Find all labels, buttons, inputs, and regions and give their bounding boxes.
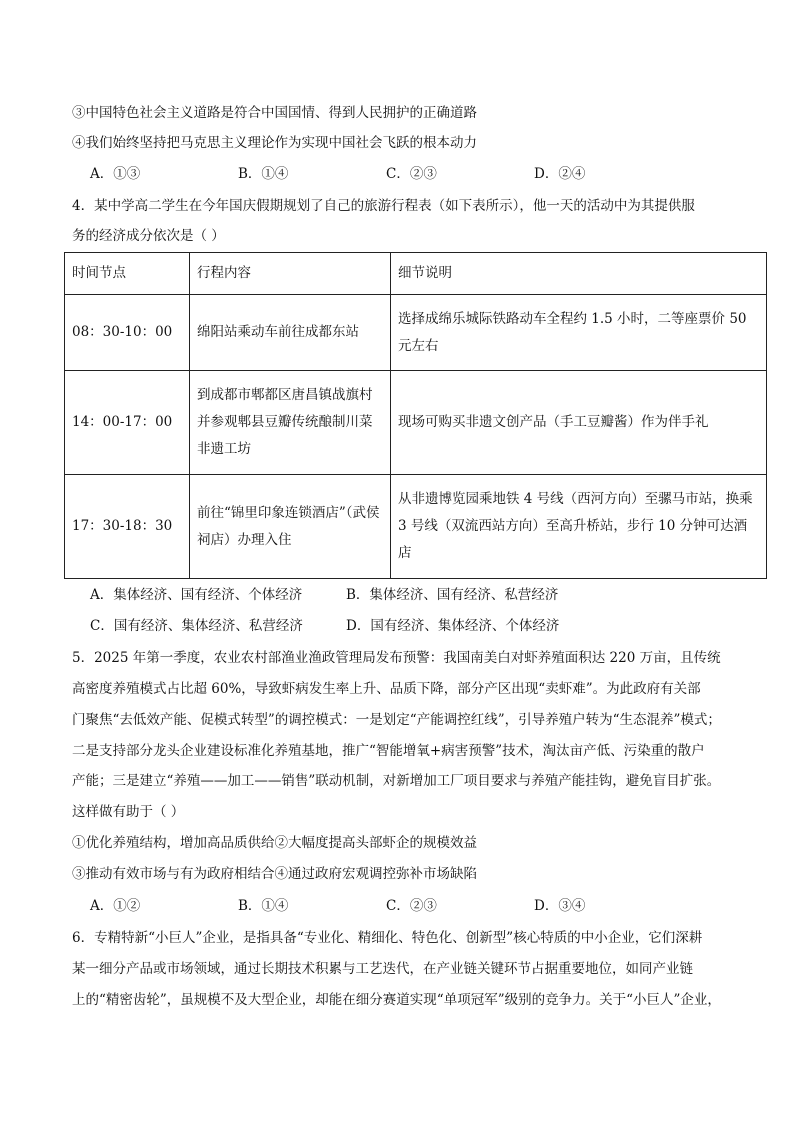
row-1-activity: 绵阳站乘动车前往成都东站 [190,295,391,371]
q3-statement-3: ③中国特色社会主义道路是符合中国国情、得到人民拥护的正确道路 [72,105,477,121]
q6-line-3: 上的“精密齿轮”，虽规模不及大型企业，却能在细分赛道实现“单项冠军”级别的竞争力。关于“小巨人”企业， [72,992,721,1008]
q5-statements-3-4: ③推动有效市场与有为政府相结合④通过政府宏观调控弥补市场缺陷 [72,866,477,882]
row-1-time: 08：30-10：00 [65,295,190,371]
header-details: 细节说明 [391,253,767,295]
q5-line-2: 高密度养殖模式占比超 60%，导致虾病发生率上升、品质下降，部分产区出现“卖虾难”。为此政府有关部 [72,681,701,697]
q3-option-a: A．①③ [90,166,141,182]
q5-line-1: 5．2025 年第一季度，农业农村部渔业渔政管理局发布预警：我国南美白对虾养殖面积达 220 万亩，且传统 [72,650,721,666]
q5-line-5: 产能；三是建立“养殖——加工——销售”联动机制，对新增加工厂项目要求与养殖产能挂钩，避免盲目扩张。 [72,773,721,789]
q4-options-row-1 [90,585,558,605]
q3-statement-4: ④我们始终坚持把马克思主义理论作为实现中国社会飞跃的根本动力 [72,135,477,151]
q5-option-b: B．①④ [238,898,289,914]
table-header-row [65,253,767,295]
q4-option-d: D．国有经济、集体经济、个体经济 [346,618,560,634]
q4-option-c: C．国有经济、集体经济、私营经济 [90,618,303,634]
row-3-time: 17：30-18：30 [65,475,190,579]
q3-option-c: C．②③ [386,166,437,182]
q5-option-c: C．②③ [386,898,437,914]
q5-line-6: 这样做有助于（ ） [72,804,185,820]
q5-option-a: A．①② [90,898,141,914]
q5-line-4: 二是支持部分龙头企业建设标准化养殖基地，推广“智能增氧+病害预警”技术，淘汰亩产低、污染重的散户 [72,743,705,759]
row-3-details: 从非遗博览园乘地铁 4 号线（西河方向）至骡马市站，换乘 3 号线（双流西站方向）至高升桥站，步行 10 分钟可达酒店 [391,475,767,579]
q4-stem-line-2: 务的经济成分依次是（ ） [72,228,225,244]
q6-line-1: 6．专精特新“小巨人”企业，是指具备“专业化、精细化、特色化、创新型”核心特质的中小企业，它们深耕 [72,930,703,946]
table-row [65,371,767,475]
row-2-details: 现场可购买非遗文创产品（手工豆瓣酱）作为伴手礼 [391,371,767,475]
q3-option-b: B．①④ [238,166,289,182]
q5-line-3: 门聚焦“去低效产能、促模式转型”的调控模式：一是划定“产能调控红线”，引导养殖户转为“生态混养”模式； [72,712,721,728]
row-3-activity: 前往“锦里印象连锁酒店”（武侯祠店）办理入住 [190,475,391,579]
q3-option-d: D．②④ [534,166,586,182]
header-activity: 行程内容 [190,253,391,295]
itinerary-table [64,252,767,579]
q5-option-d: D．③④ [534,898,586,914]
row-2-time: 14：00-17：00 [65,371,190,475]
q4-stem-line-1: 4．某中学高二学生在今年国庆假期规划了自己的旅游行程表（如下表所示），他一天的活动中为其提供服 [72,198,695,214]
row-1-details: 选择成绵乐城际铁路动车全程约 1.5 小时，二等座票价 50 元左右 [391,295,767,371]
header-time: 时间节点 [65,253,190,295]
row-2-activity: 到成都市郫都区唐昌镇战旗村并参观郫县豆瓣传统酿制川菜非遗工坊 [190,371,391,475]
table-row [65,295,767,371]
q5-statements-1-2: ①优化养殖结构，增加高品质供给②大幅度提高头部虾企的规模效益 [72,835,477,851]
q4-options-row-2 [90,616,559,636]
table-row [65,475,767,579]
q4-option-a: A．集体经济、国有经济、个体经济 [90,587,303,603]
q4-option-b: B．集体经济、国有经济、私营经济 [346,587,559,603]
q5-options [90,896,585,916]
q6-line-2: 某一细分产品或市场领域，通过长期技术积累与工艺迭代，在产业链关键环节占据重要地位，如同产业链 [72,961,693,977]
q3-options [90,164,585,184]
